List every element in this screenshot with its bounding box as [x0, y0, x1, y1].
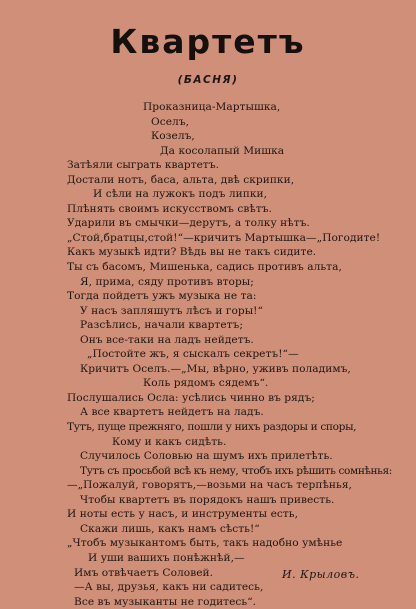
poem-line: Коль рядомъ сядемъ“. — [143, 377, 269, 390]
poem-line: Какъ музыкѣ идти? Вѣдь вы не такъ сидите. — [67, 246, 317, 259]
poem-line: Да косолапый Мишка — [160, 144, 285, 157]
poem-line: У насъ запляшутъ лѣсъ и горы!“ — [80, 304, 263, 317]
poem-line: А все квартетъ нейдетъ на ладъ. — [80, 406, 264, 419]
poem-line: Случилось Соловью на шумъ ихъ прилетѣть. — [80, 450, 333, 463]
poem-line: Проказница-Мартышка, — [143, 101, 281, 113]
poem-line: „Стой,братцы,стой!“—кричитъ Мартышка—„Погодите! — [67, 231, 381, 244]
poem-line: —„Пожалуй, говорятъ,—возьми на часъ терпѣнья, — [67, 479, 352, 492]
poem-line: Чтобы квартетъ въ порядокъ нашъ привесть. — [80, 493, 335, 506]
poem-line: И уши вашихъ понѣжнѣй,— — [88, 551, 245, 564]
poem-line: Козелъ, — [151, 130, 195, 143]
poem-line: Достали нотъ, баса, альта, двѣ скрипки, — [67, 173, 295, 186]
author-signature: И. Крыловъ. — [282, 568, 360, 581]
poem-line: И ноты есть у насъ, и инструменты есть, — [67, 508, 299, 521]
poem-line: Разсѣлись, начали квартетъ; — [80, 319, 243, 332]
poem-line: Оселъ, — [151, 115, 190, 128]
poem-line: Кричитъ Оселъ.—„Мы, вѣрно, уживъ поладимъ, — [80, 362, 351, 375]
poem-line: „Постойте жъ, я сыскалъ секретъ!“— — [87, 348, 299, 361]
poem-line: Я, прима, сяду противъ вторы; — [80, 275, 254, 288]
poem-line: „Чтобъ музыкантомъ быть, такъ надобно умѣнье — [67, 537, 343, 550]
poem-subtitle: (БАСНЯ) — [177, 74, 239, 86]
poem-line: Кому и какъ сидѣть. — [112, 435, 227, 448]
poem-line: Все въ музыканты не годитесь“. — [74, 595, 257, 608]
poem-line: Затѣяли сыграть квартетъ. — [67, 159, 220, 172]
poem-line: Тутъ съ просьбой всѣ къ нему, чтобъ ихъ рѣшить сомнѣнья: — [80, 464, 392, 477]
poem-line: —А вы, друзья, какъ ни садитесь, — [74, 581, 264, 594]
poem-line: Имъ отвѣчаетъ Соловей. — [74, 566, 214, 579]
poem-line: Тогда пойдетъ ужъ музыка не та: — [67, 290, 257, 303]
poem-line: И сѣли на лужокъ подъ липки, — [93, 188, 268, 201]
poem-line: Скажи лишь, какъ намъ сѣсть!“ — [80, 522, 260, 535]
poem-body — [0, 100, 416, 609]
poem-line: Онъ все-таки на ладъ нейдетъ. — [80, 333, 254, 346]
poem-line: Послушались Осла: усѣлись чинно въ рядъ; — [67, 391, 315, 404]
poem-line: Ударили въ смычки—дерутъ, а толку нѣтъ. — [67, 217, 310, 230]
poem-line: Ты съ басомъ, Мишенька, садись противъ альта, — [67, 261, 342, 274]
poem-line: Плѣнять своимъ искусствомъ свѣтъ. — [67, 202, 272, 215]
poem-line: Тутъ, пуще прежняго, пошли у нихъ раздоры и споры, — [67, 421, 357, 434]
poem-title: Квартетъ — [110, 22, 306, 61]
